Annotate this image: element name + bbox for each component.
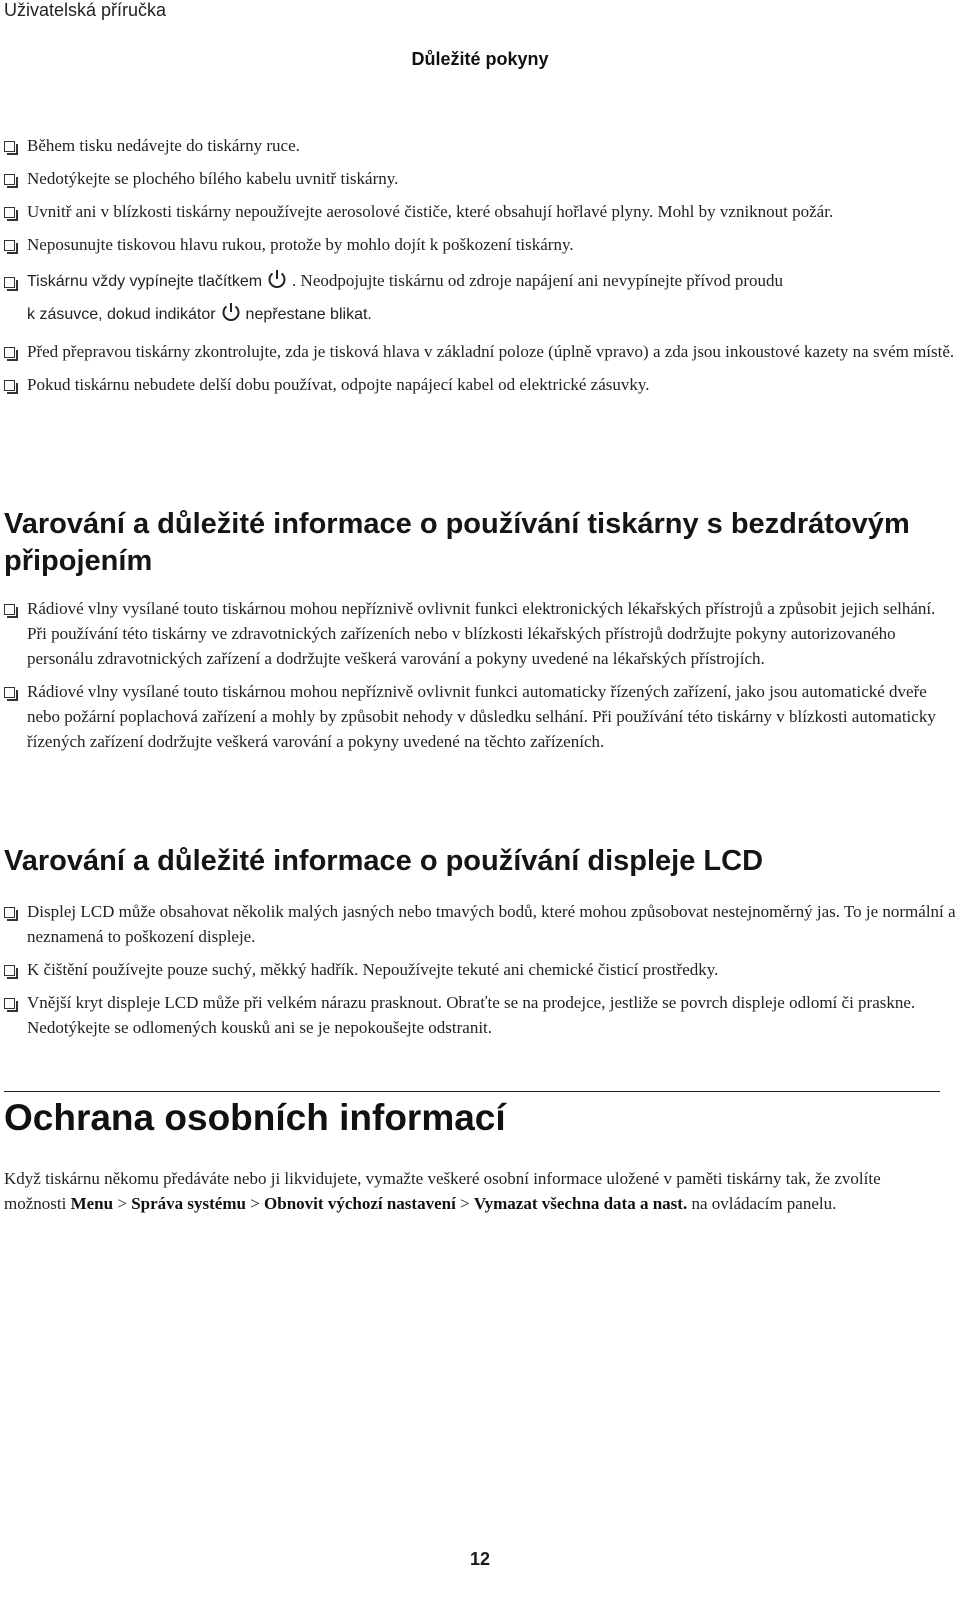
running-head: Uživatelská příručka	[4, 0, 167, 20]
list-item-text: Před přepravou tiskárny zkontrolujte, zda je tisková hlava v základní poloze (úplně vpravo) a zda jsou inkoustové kazety na svém místě.	[27, 342, 955, 361]
list-item	[0, 899, 958, 949]
power-icon	[266, 268, 288, 290]
wireless-list	[0, 596, 958, 762]
paragraph-text: na ovládacím panelu.	[687, 1194, 837, 1213]
list-item-text: Pokud tiskárnu nebudete delší dobu používat, odpojte napájecí kabel od elektrické zásuvky.	[27, 375, 650, 394]
page-number: 12	[469, 1549, 491, 1569]
wireless-heading: Varování a důležité informace o používání tiskárny s bezdrátovým připojením	[4, 508, 910, 577]
list-item	[0, 957, 958, 982]
list-item	[0, 199, 958, 224]
menu-path-restore: Obnovit výchozí nastavení	[264, 1194, 456, 1213]
list-item	[0, 990, 958, 1040]
list-item-text: Tiskárnu vždy vypínejte tlačítkem	[27, 273, 263, 290]
list-item-text: Displej LCD může obsahovat několik malých jasných nebo tmavých bodů, které mohou způsobovat nestejnoměrný jas. To je normální a neznamená to poškození displeje.	[27, 902, 956, 946]
list-item-text: Nedotýkejte se plochého bílého kabelu uvnitř tiskárny.	[27, 169, 399, 188]
privacy-paragraph	[4, 1166, 944, 1216]
checkbox-bullet-icon	[4, 277, 15, 288]
section-divider	[4, 1091, 940, 1092]
list-item-text: Vnější kryt displeje LCD může při velkém nárazu prasknout. Obraťte se na prodejce, jestliže se povrch displeje odlomí či praskne. Nedotýkejte se odlomených kousků ani se je nepokoušejte odstranit.	[27, 993, 916, 1037]
power-icon	[220, 301, 242, 323]
checkbox-bullet-icon	[4, 604, 15, 615]
checkbox-bullet-icon	[4, 207, 15, 218]
checkbox-bullet-icon	[4, 687, 15, 698]
list-item-text: . Neodpojujte tiskárnu od zdroje napájení ani nevypínejte přívod proudu	[292, 271, 784, 290]
checkbox-bullet-icon	[4, 380, 15, 391]
menu-path-erase: Vymazat všechna data a nast.	[473, 1194, 688, 1213]
list-item	[0, 133, 958, 158]
lcd-heading: Varování a důležité informace o používání displeje LCD	[4, 845, 764, 877]
list-item-text: Během tisku nedávejte do tiskárny ruce.	[27, 136, 300, 155]
list-item-text: Rádiové vlny vysílané touto tiskárnou mohou nepříznivě ovlivnit funkci elektronických lékařských přístrojů a způsobit jejich selhání. Při používání této tiskárny ve zdravotnických zařízeních nebo v blízkosti lékařských přístrojů dodržujte pokyny autorizovaného personálu zdravotnických zařízení a dodržujte veškerá varování a pokyny uvedené na lékařských přístrojích.	[27, 599, 936, 668]
checkbox-bullet-icon	[4, 998, 15, 1009]
checkbox-bullet-icon	[4, 907, 15, 918]
checkbox-bullet-icon	[4, 965, 15, 976]
checkbox-bullet-icon	[4, 347, 15, 358]
list-item	[0, 596, 958, 671]
list-item	[0, 232, 958, 257]
list-item	[0, 679, 958, 754]
list-item	[0, 166, 958, 191]
menu-path-separator: >	[455, 1194, 474, 1213]
list-item-text: K čištění používejte pouze suchý, měkký hadřík. Nepoužívejte tekuté ani chemické čisticí prostředky.	[27, 960, 719, 979]
paragraph-text: Když tiskárnu někomu předáváte nebo ji likvidujete, vymažte veškeré osobní informace uložené v paměti tiskárny tak, že zvolíte možnosti	[4, 1169, 881, 1213]
list-item	[0, 372, 958, 397]
menu-path-system: Správa systému	[131, 1194, 246, 1213]
menu-path-menu: Menu	[70, 1194, 114, 1213]
list-item	[0, 339, 958, 364]
section-title: Důležité pokyny	[411, 49, 549, 69]
checkbox-bullet-icon	[4, 240, 15, 251]
list-item-text: Rádiové vlny vysílané touto tiskárnou mohou nepříznivě ovlivnit funkci automaticky řízených zařízení, jako jsou automatické dveře nebo požární poplachová zařízení a mohly by způsobit nehody v důsledku selhání. Při používání této tiskárny v blízkosti automaticky řízených zařízení dodržujte veškerá varování a pokyny uvedené na těchto zařízeních.	[27, 682, 936, 751]
menu-path-separator: >	[113, 1194, 132, 1213]
menu-path-separator: >	[245, 1194, 265, 1213]
list-item-text: Neposunujte tiskovou hlavu rukou, protože by mohlo dojít k poškození tiskárny.	[27, 235, 574, 254]
checkbox-bullet-icon	[4, 174, 15, 185]
checkbox-bullet-icon	[4, 141, 15, 152]
list-item-text: nepřestane blikat.	[245, 306, 372, 323]
list-item-text: Uvnitř ani v blízkosti tiskárny nepoužívejte aerosolové čističe, které obsahují hořlavé plyny. Mohl by vzniknout požár.	[27, 202, 834, 221]
list-item-text: k zásuvce, dokud indikátor	[27, 306, 216, 323]
lcd-list	[0, 899, 958, 1048]
privacy-heading: Ochrana osobních informací	[4, 1097, 506, 1138]
list-item	[0, 265, 958, 331]
safety-list	[0, 133, 958, 405]
